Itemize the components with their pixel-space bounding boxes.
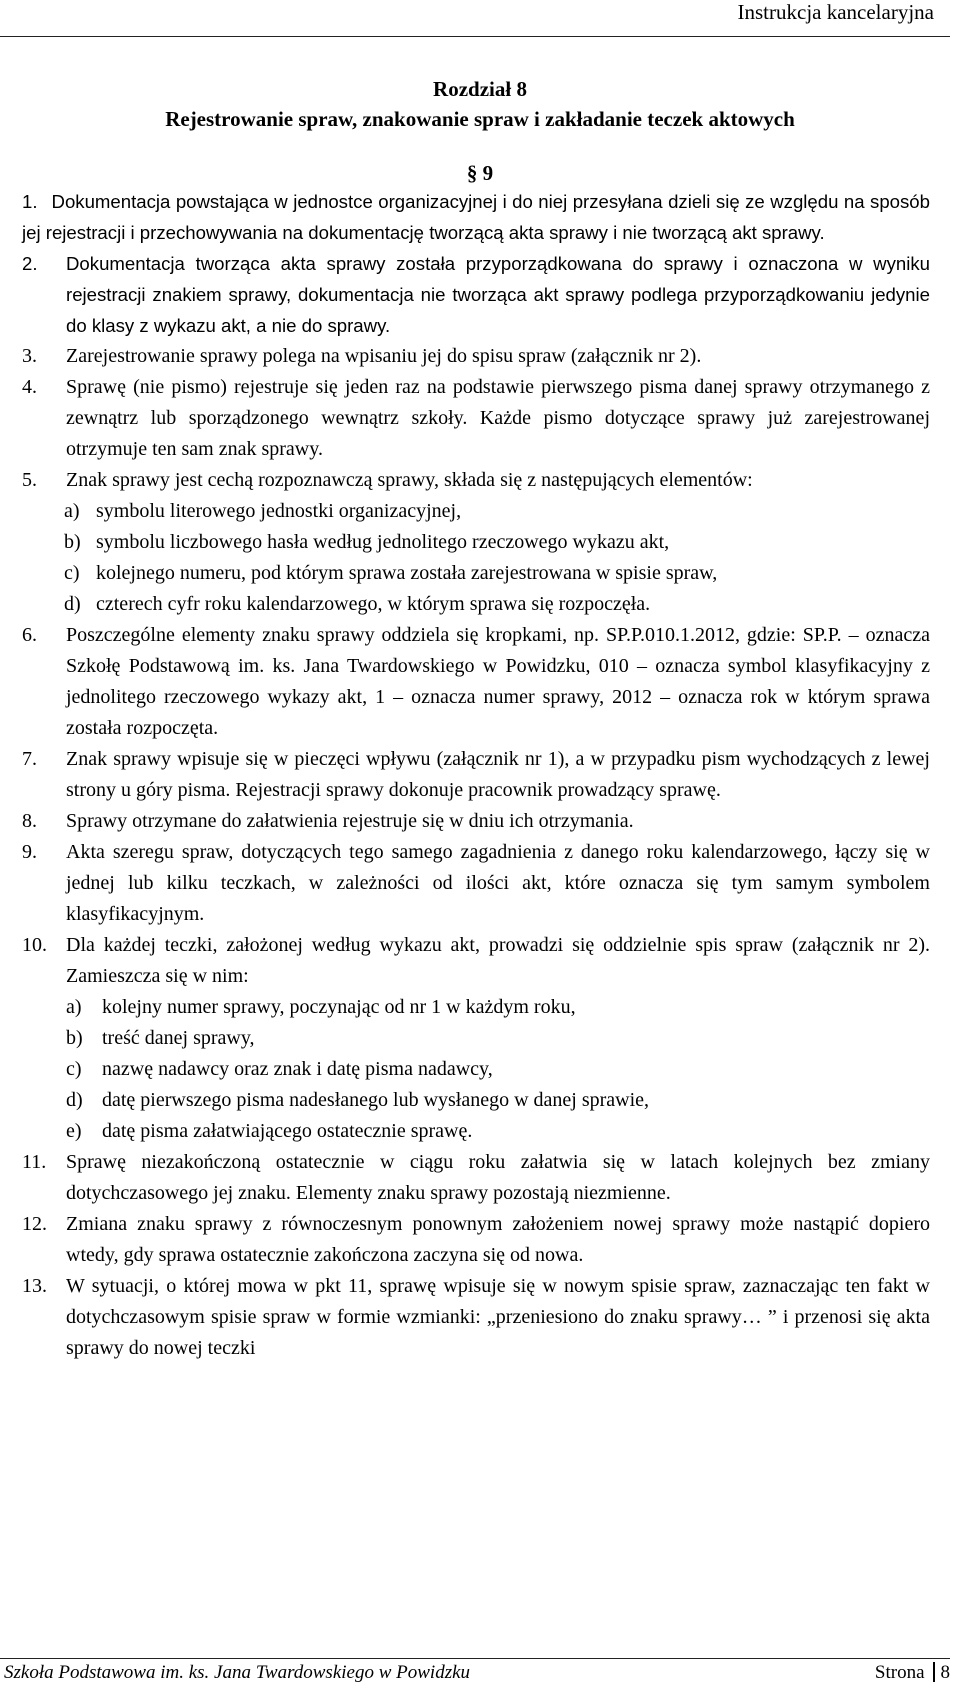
item-text: Sprawę (nie pismo) rejestruje się jeden raz na podstawie pierwszego pisma danej sprawy otrzymanego z zewnątrz lub sporządzonego wewnątrz szkoły. Każde pismo dotyczące sprawy już zarejestrowanej otrzymuje ten sam znak sprawy. bbox=[66, 376, 930, 460]
sub-item-text: treść danej sprawy, bbox=[102, 1027, 255, 1049]
sub-item-text: kolejny numer sprawy, poczynając od nr 1 w każdym roku, bbox=[102, 996, 576, 1018]
chapter-heading bbox=[0, 74, 960, 134]
item-text: Dla każdej teczki, założonej według wykazu akt, prowadzi się oddzielnie spis spraw (załącznik nr 2). Zamieszcza się w nim: bbox=[66, 934, 930, 987]
item-text: Znak sprawy wpisuje się w pieczęci wpływu (załącznik nr 1), a w przypadku pism wychodzących z lewej strony u góry pisma. Rejestracji sprawy dokonuje pracownik prowadzący sprawę. bbox=[66, 748, 930, 801]
sub-item-letter: d) bbox=[64, 593, 81, 615]
item-number: 9. bbox=[22, 841, 37, 863]
list-item bbox=[22, 465, 930, 496]
list-item bbox=[22, 372, 930, 465]
item-number: 4. bbox=[22, 376, 37, 398]
item-number: 10. bbox=[22, 934, 47, 956]
sub-item-letter: e) bbox=[66, 1120, 82, 1142]
sub-item-text: datę pierwszego pisma nadesłanego lub wysłanego w danej sprawie, bbox=[102, 1089, 650, 1111]
sub-item-letter: c) bbox=[64, 562, 80, 584]
item-number: 5. bbox=[22, 469, 37, 491]
item-text: Dokumentacja tworząca akta sprawy została przyporządkowana do sprawy i oznaczona w wyniku rejestracji znakiem sprawy, dokumentacja nie tworząca akt sprawy podlega przyporządkowaniu jedynie do klasy z wykazu akt, a nie do sprawy. bbox=[66, 253, 930, 336]
chapter-number: Rozdział 8 bbox=[433, 77, 527, 101]
sub-item bbox=[22, 1085, 930, 1116]
sub-item bbox=[22, 527, 930, 558]
list-item bbox=[22, 1209, 930, 1271]
item-number: 13. bbox=[22, 1275, 47, 1297]
list-item bbox=[22, 806, 930, 837]
sub-item-text: nazwę nadawcy oraz znak i datę pisma nadawcy, bbox=[102, 1058, 493, 1080]
list-item bbox=[22, 248, 930, 341]
list-item bbox=[22, 1147, 930, 1209]
list-item bbox=[22, 930, 930, 992]
list-item bbox=[22, 1271, 930, 1364]
list-item bbox=[22, 186, 930, 248]
item-number: 6. bbox=[22, 624, 37, 646]
item-number: 3. bbox=[22, 345, 37, 367]
list-item bbox=[22, 341, 930, 372]
sub-item bbox=[22, 1116, 930, 1147]
item-text: Zmiana znaku sprawy z równoczesnym ponownym założeniem nowej sprawy może nastąpić dopiero wtedy, gdy sprawa ostatecznie zakończona zaczyna się od nowa. bbox=[66, 1213, 930, 1266]
item-number: 8. bbox=[22, 810, 37, 832]
item-number: 12. bbox=[22, 1213, 47, 1235]
page-separator bbox=[933, 1662, 935, 1682]
footer-school: Szkoła Podstawowa im. ks. Jana Twardowskiego w Powidzku bbox=[4, 1662, 471, 1683]
sub-item bbox=[22, 1054, 930, 1085]
sub-item bbox=[22, 558, 930, 589]
item-text: Dokumentacja powstająca w jednostce organizacyjnej i do niej przesyłana dzieli się ze względu na sposób jej rejestracji i przechowywania na dokumentację tworzącą akta sprawy i nie tworzącą akt sprawy. bbox=[22, 191, 930, 243]
page-number bbox=[875, 1662, 950, 1684]
footer-rule bbox=[0, 1658, 950, 1659]
header-title: Instrukcja kancelaryjna bbox=[737, 0, 934, 24]
item-text: Zarejestrowanie sprawy polega na wpisaniu jej do spisu spraw (załącznik nr 2). bbox=[66, 345, 702, 367]
item-text: Poszczególne elementy znaku sprawy oddziela się kropkami, np. SP.P.010.1.2012, gdzie: SP.P. – oznacza Szkołę Podstawową im. ks. Jana Twardowskiego w Powidzku, 010 – oznacza symbol klasyfikacyjny z jednolitego rzeczowego wykazy akt, 1 – oznacza numer sprawy, 2012 – oznacza rok w którym sprawa została rozpoczęta. bbox=[66, 624, 930, 739]
item-number: 2. bbox=[22, 253, 38, 274]
sub-item-letter: a) bbox=[64, 500, 80, 522]
item-text: Akta szeregu spraw, dotyczących tego samego zagadnienia z danego roku kalendarzowego, łączy się w jednej lub kilku teczkach, w zależności od ilości akt, które oznacza się tym samym symbolem klasyfikacyjnym. bbox=[66, 841, 930, 925]
sub-item-text: datę pisma załatwiającego ostatecznie sprawę. bbox=[102, 1120, 473, 1142]
sub-item-letter: d) bbox=[66, 1089, 83, 1111]
sub-item-text: symbolu literowego jednostki organizacyjnej, bbox=[96, 500, 462, 522]
page-label: Strona bbox=[874, 1662, 925, 1683]
sub-item bbox=[22, 589, 930, 620]
list-item bbox=[22, 744, 930, 806]
sub-item bbox=[22, 496, 930, 527]
section-mark: § 9 bbox=[466, 161, 494, 185]
sub-item-letter: b) bbox=[64, 531, 81, 553]
sub-item-text: kolejnego numeru, pod którym sprawa została zarejestrowana w spisie spraw, bbox=[96, 562, 718, 584]
list-item bbox=[22, 837, 930, 930]
item-number: 7. bbox=[22, 748, 37, 770]
sub-item-letter: a) bbox=[66, 996, 82, 1018]
sub-item bbox=[22, 992, 930, 1023]
list-item bbox=[22, 620, 930, 744]
header-rule bbox=[0, 36, 950, 37]
sub-item-text: symbolu liczbowego hasła według jednolitego rzeczowego wykazu akt, bbox=[96, 531, 670, 553]
item-text: Sprawę niezakończoną ostatecznie w ciągu roku załatwia się w latach kolejnych bez zmiany dotychczasowego jej znaku. Elementy znaku sprawy pozostają niezmienne. bbox=[66, 1151, 930, 1204]
item-text: Znak sprawy jest cechą rozpoznawczą sprawy, składa się z następujących elementów: bbox=[66, 469, 753, 491]
document-body bbox=[22, 186, 930, 1364]
page-number-value: 8 bbox=[940, 1662, 950, 1683]
item-number: 11. bbox=[22, 1151, 47, 1173]
sub-item bbox=[22, 1023, 930, 1054]
item-text: Sprawy otrzymane do załatwienia rejestruje się w dniu ich otrzymania. bbox=[66, 810, 634, 832]
chapter-title: Rejestrowanie spraw, znakowanie spraw i zakładanie teczek aktowych bbox=[165, 107, 795, 131]
item-text: W sytuacji, o której mowa w pkt 11, sprawę wpisuje się w nowym spisie spraw, zaznaczając ten fakt w dotychczasowym spisie spraw w formie wzmianki: „przeniesiono do znaku sprawy… ” i przenosi się akta sprawy do nowej teczki bbox=[66, 1275, 930, 1359]
running-header bbox=[738, 0, 935, 31]
sub-item-text: czterech cyfr roku kalendarzowego, w którym sprawa się rozpoczęła. bbox=[96, 593, 651, 615]
sub-item-letter: c) bbox=[66, 1058, 82, 1080]
item-number: 1. bbox=[22, 191, 38, 212]
sub-item-letter: b) bbox=[66, 1027, 83, 1049]
